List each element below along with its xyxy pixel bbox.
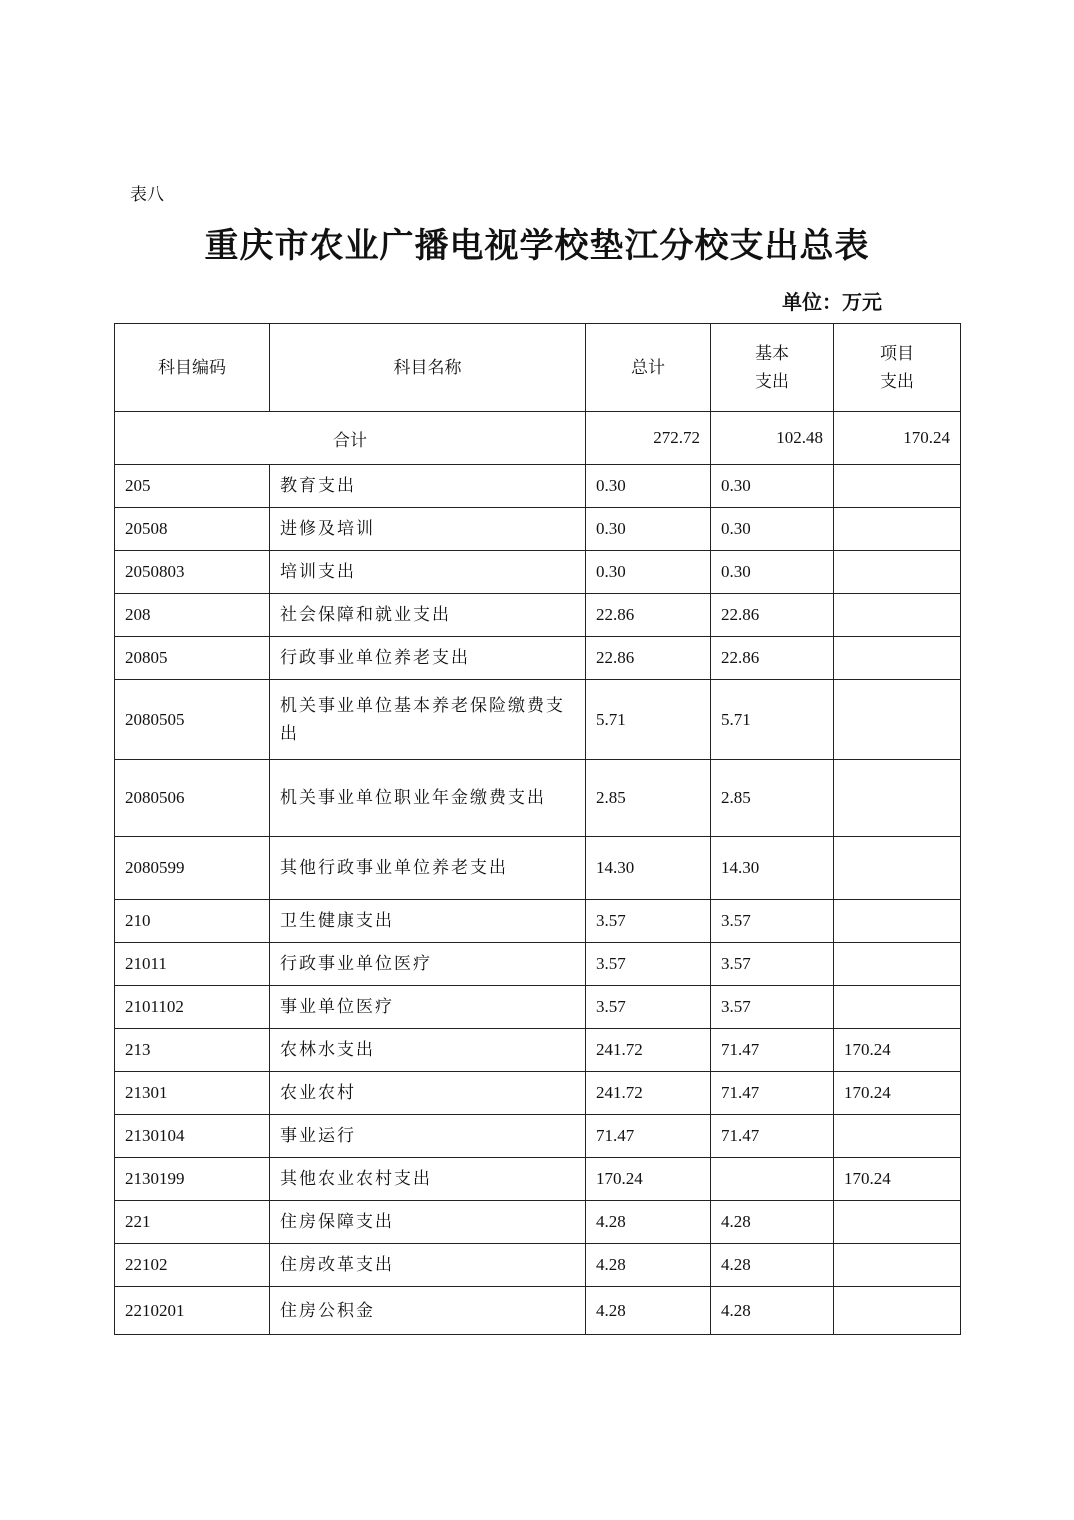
row-project	[834, 594, 961, 637]
row-name: 住房保障支出	[270, 1201, 586, 1244]
row-name: 其他行政事业单位养老支出	[270, 837, 586, 900]
row-total: 0.30	[586, 508, 711, 551]
header-project-line1: 项目	[880, 343, 914, 364]
expenditure-table	[114, 323, 961, 1335]
row-code: 2080505	[115, 680, 270, 760]
table-row	[115, 1287, 961, 1335]
row-basic: 2.85	[711, 760, 834, 837]
row-name: 住房改革支出	[270, 1244, 586, 1287]
total-basic: 102.48	[711, 412, 834, 465]
row-project	[834, 1244, 961, 1287]
row-project	[834, 986, 961, 1029]
row-project: 170.24	[834, 1029, 961, 1072]
row-code: 2210201	[115, 1287, 270, 1335]
header-name: 科目名称	[270, 324, 586, 412]
row-basic: 4.28	[711, 1287, 834, 1335]
row-basic: 71.47	[711, 1072, 834, 1115]
table-row	[115, 1244, 961, 1287]
row-basic: 0.30	[711, 551, 834, 594]
row-total: 3.57	[586, 900, 711, 943]
row-name: 其他农业农村支出	[270, 1158, 586, 1201]
row-code: 2050803	[115, 551, 270, 594]
row-project	[834, 1287, 961, 1335]
row-total: 241.72	[586, 1072, 711, 1115]
table-row	[115, 943, 961, 986]
row-total: 2.85	[586, 760, 711, 837]
header-basic-line2: 支出	[755, 371, 789, 392]
row-basic: 4.28	[711, 1201, 834, 1244]
row-code: 22102	[115, 1244, 270, 1287]
row-code: 2080506	[115, 760, 270, 837]
row-total: 14.30	[586, 837, 711, 900]
table-row	[115, 900, 961, 943]
row-total: 22.86	[586, 594, 711, 637]
row-project	[834, 1115, 961, 1158]
row-basic: 71.47	[711, 1029, 834, 1072]
row-code: 2080599	[115, 837, 270, 900]
row-project	[834, 900, 961, 943]
row-total: 4.28	[586, 1201, 711, 1244]
row-basic: 5.71	[711, 680, 834, 760]
header-basic-line1: 基本	[755, 343, 789, 364]
row-basic	[711, 1158, 834, 1201]
row-basic: 22.86	[711, 594, 834, 637]
row-code: 2130199	[115, 1158, 270, 1201]
table-row	[115, 465, 961, 508]
table-row	[115, 1029, 961, 1072]
header-code: 科目编码	[115, 324, 270, 412]
row-code: 20805	[115, 637, 270, 680]
row-basic: 0.30	[711, 465, 834, 508]
header-row	[115, 324, 961, 412]
row-total: 5.71	[586, 680, 711, 760]
row-project	[834, 837, 961, 900]
row-code: 21301	[115, 1072, 270, 1115]
table-row	[115, 551, 961, 594]
row-name: 事业单位医疗	[270, 986, 586, 1029]
row-total: 241.72	[586, 1029, 711, 1072]
row-project: 170.24	[834, 1158, 961, 1201]
page-title: 重庆市农业广播电视学校垫江分校支出总表	[204, 226, 870, 266]
table-row	[115, 986, 961, 1029]
row-project	[834, 943, 961, 986]
row-name: 社会保障和就业支出	[270, 594, 586, 637]
row-total: 0.30	[586, 551, 711, 594]
row-name: 行政事业单位养老支出	[270, 637, 586, 680]
row-total: 22.86	[586, 637, 711, 680]
table-row	[115, 1158, 961, 1201]
row-code: 20508	[115, 508, 270, 551]
row-basic: 3.57	[711, 943, 834, 986]
table-row	[115, 1115, 961, 1158]
row-name: 住房公积金	[270, 1287, 586, 1335]
row-total: 0.30	[586, 465, 711, 508]
total-project: 170.24	[834, 412, 961, 465]
row-project	[834, 637, 961, 680]
row-code: 213	[115, 1029, 270, 1072]
table-row	[115, 760, 961, 837]
row-project	[834, 551, 961, 594]
table-row	[115, 637, 961, 680]
row-basic: 22.86	[711, 637, 834, 680]
row-name: 卫生健康支出	[270, 900, 586, 943]
row-total: 4.28	[586, 1287, 711, 1335]
row-name: 农业农村	[270, 1072, 586, 1115]
row-total: 3.57	[586, 943, 711, 986]
row-project: 170.24	[834, 1072, 961, 1115]
header-project	[834, 324, 961, 412]
table-row	[115, 837, 961, 900]
row-basic: 0.30	[711, 508, 834, 551]
row-project	[834, 760, 961, 837]
row-basic: 3.57	[711, 900, 834, 943]
row-name: 事业运行	[270, 1115, 586, 1158]
row-basic: 4.28	[711, 1244, 834, 1287]
row-code: 2130104	[115, 1115, 270, 1158]
row-name: 行政事业单位医疗	[270, 943, 586, 986]
row-name: 教育支出	[270, 465, 586, 508]
table-row	[115, 508, 961, 551]
table-row	[115, 1072, 961, 1115]
row-project	[834, 680, 961, 760]
row-code: 205	[115, 465, 270, 508]
row-code: 210	[115, 900, 270, 943]
row-basic: 71.47	[711, 1115, 834, 1158]
header-basic	[711, 324, 834, 412]
row-name: 进修及培训	[270, 508, 586, 551]
unit-label: 单位：万元	[782, 290, 882, 314]
row-code: 221	[115, 1201, 270, 1244]
row-name: 机关事业单位基本养老保险缴费支出	[270, 680, 586, 760]
total-row	[115, 412, 961, 465]
row-project	[834, 508, 961, 551]
row-basic: 3.57	[711, 986, 834, 1029]
row-basic: 14.30	[711, 837, 834, 900]
row-name: 农林水支出	[270, 1029, 586, 1072]
table-row	[115, 594, 961, 637]
row-total: 4.28	[586, 1244, 711, 1287]
row-total: 170.24	[586, 1158, 711, 1201]
total-label: 合计	[115, 412, 586, 465]
total-amount: 272.72	[586, 412, 711, 465]
header-project-line2: 支出	[880, 371, 914, 392]
table-row	[115, 680, 961, 760]
header-total: 总计	[586, 324, 711, 412]
row-name: 机关事业单位职业年金缴费支出	[270, 760, 586, 837]
row-project	[834, 465, 961, 508]
table-row	[115, 1201, 961, 1244]
row-total: 71.47	[586, 1115, 711, 1158]
table-number-label: 表八	[130, 185, 164, 205]
row-code: 21011	[115, 943, 270, 986]
row-code: 208	[115, 594, 270, 637]
row-name: 培训支出	[270, 551, 586, 594]
row-total: 3.57	[586, 986, 711, 1029]
row-code: 2101102	[115, 986, 270, 1029]
row-project	[834, 1201, 961, 1244]
